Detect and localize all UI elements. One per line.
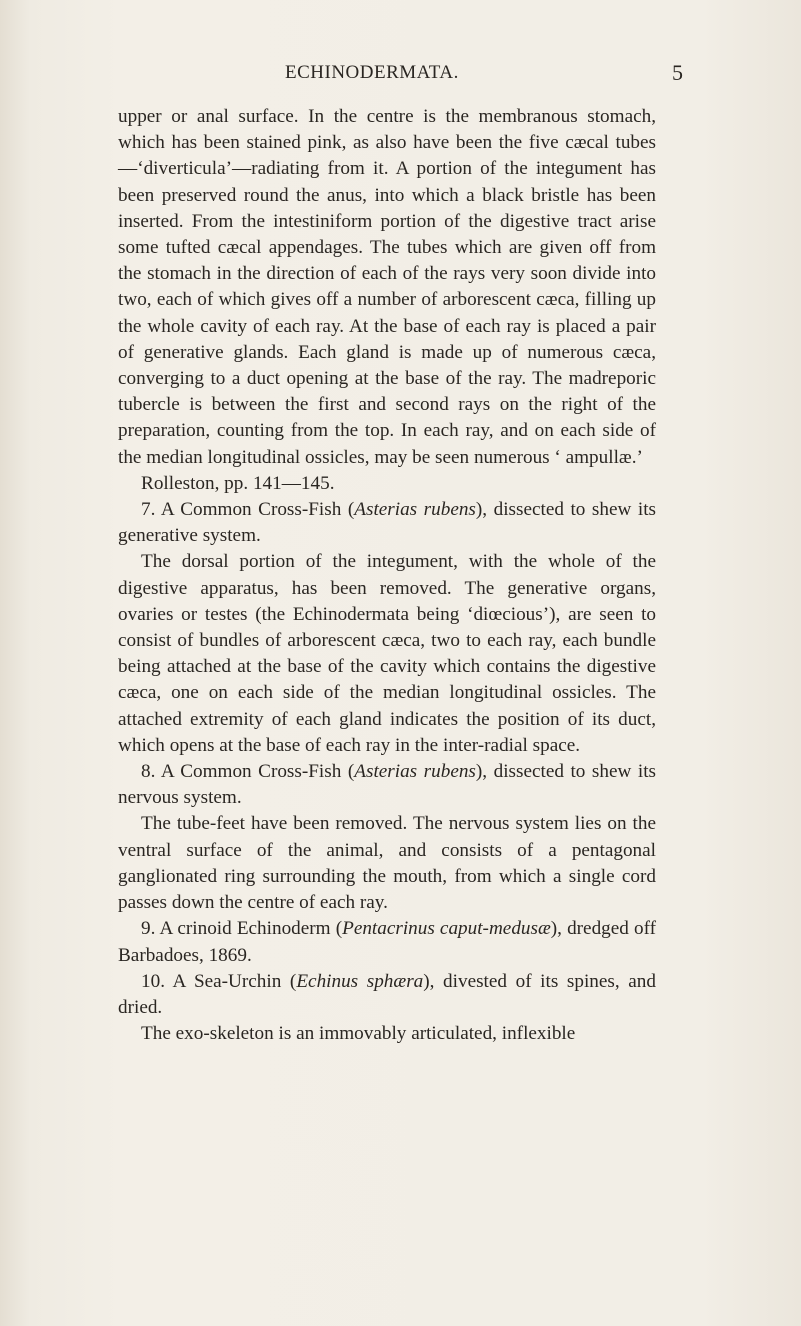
text-run: The tube-feet have been removed. The nervous system lies on the ventral surface of the animal, and consists of a pentagonal ganglionated ring surrounding the mouth, from which a single cord passes down the centre of each ray.: [118, 813, 656, 914]
paragraph-p6: [118, 811, 656, 916]
species-name: Asterias rubens: [354, 761, 476, 783]
paragraph-p4: [118, 549, 656, 759]
paragraph-p9: [118, 1021, 656, 1047]
page-header: [0, 62, 801, 92]
text-run: 7. A Common Cross-Fish (: [141, 499, 355, 521]
body-text: [118, 104, 656, 1047]
text-run: 9. A crinoid Echinoderm (: [141, 918, 343, 940]
text-run: ), dissected to shew its generative system.: [118, 499, 657, 547]
paragraph-p2: [118, 471, 656, 497]
text-run: ), dredged off Barbadoes, 1869.: [118, 918, 657, 966]
species-name: Asterias rubens: [354, 499, 476, 521]
paragraph-p1: [118, 104, 656, 471]
paragraph-p8: [118, 969, 656, 1021]
text-run: ), divested of its spines, and dried.: [118, 970, 656, 1018]
text-run: Rolleston, pp. 141—145.: [141, 472, 335, 494]
species-name: Echinus sphæra: [296, 970, 424, 992]
page-number: 5: [672, 60, 683, 85]
species-name: Pentacrinus caput-medusæ: [342, 918, 551, 940]
text-run: The exo-skeleton is an immovably articulated, inflexible: [141, 1023, 576, 1045]
text-run: upper or anal surface. In the centre is the membranous stomach, which has been stained pink, as also have been the five cæcal tubes—‘diverticula’—radiating from it. A portion of the integument has been preserved round the anus, into which a black bristle has been inserted. From the intestiniform portion of the digestive tract arise some tufted cæcal appendages. The tubes which are given off from the stomach in the direction of each of the rays very soon divide into two, each of which gives off a number of arborescent cæca, filling up the whole cavity of each ray. At the base of each ray is placed a pair of generative glands. Each gland is made up of numerous cæca, converging to a duct opening at the base of the ray. The madreporic tubercle is between the first and second rays on the right of the preparation, counting from the top. In each ray, and on each side of the median longitudinal ossicles, may be seen numerous ‘ ampullæ.’: [118, 106, 656, 468]
paragraph-p5: [118, 759, 656, 811]
paragraph-p7: [118, 916, 656, 968]
text-run: ), dissected to shew its nervous system.: [118, 761, 657, 809]
text-run: The dorsal portion of the integument, with the whole of the digestive apparatus, has been removed. The generative organs, ovaries or testes (the Echinodermata being ‘diœcious’), are seen to consist of bundles of arborescent cæca, two to each ray, each bundle being attached at the base of the cavity which contains the digestive cæca, one on each side of the median longitudinal ossicles. The attached extremity of each gland indicates the position of its duct, which opens at the base of each ray in the inter-radial space.: [118, 551, 656, 756]
paragraph-p3: [118, 497, 656, 549]
text-run: 8. A Common Cross-Fish (: [141, 761, 355, 783]
running-head: ECHINODERMATA.: [285, 62, 459, 83]
text-run: 10. A Sea-Urchin (: [141, 970, 297, 992]
